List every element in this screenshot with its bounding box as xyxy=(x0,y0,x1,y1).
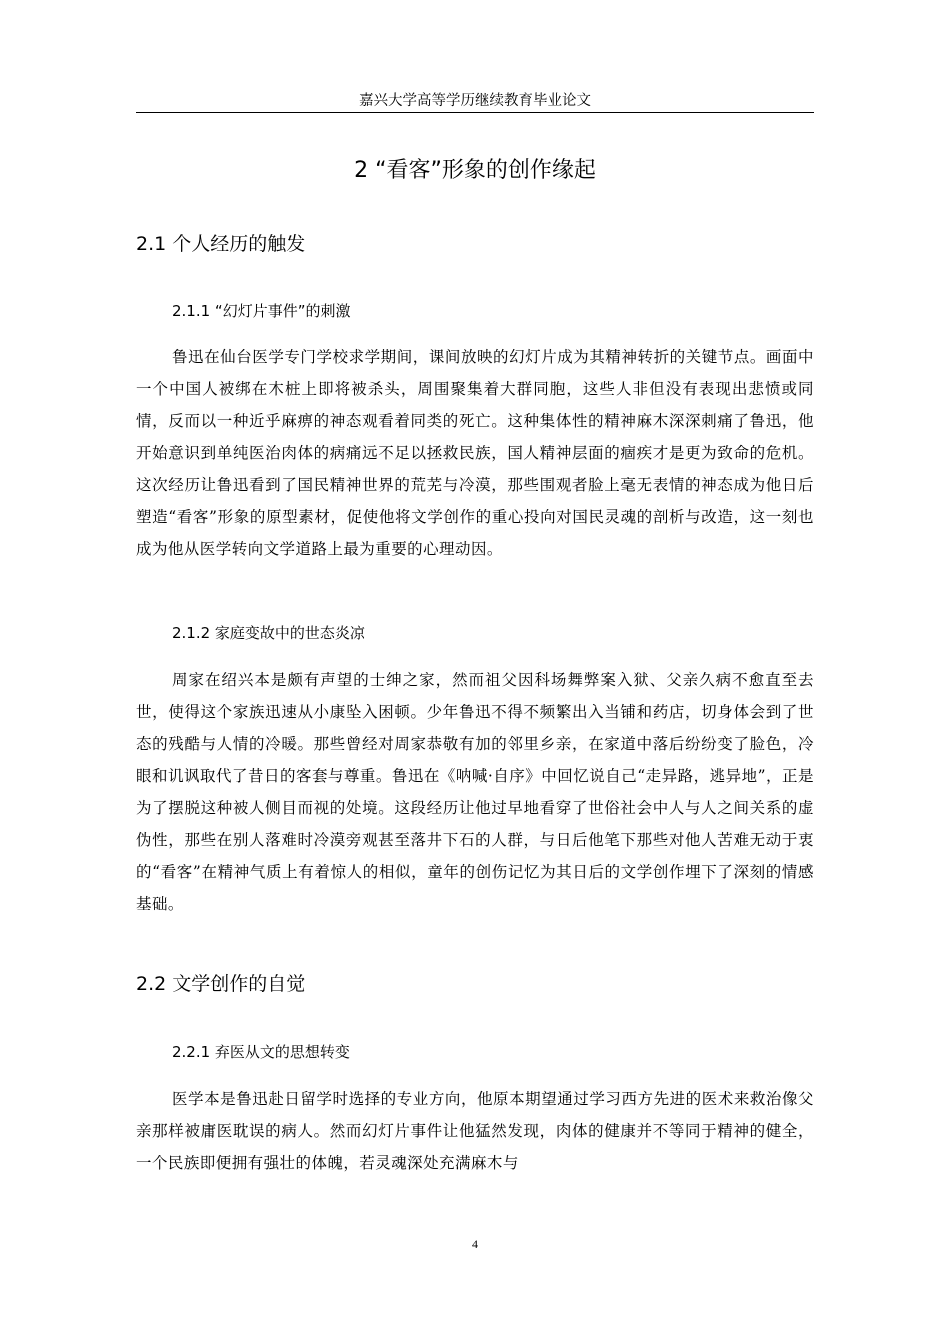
subsection-heading-2-2-1: 2.2.1 弃医从文的思想转变 xyxy=(172,1043,350,1061)
paragraph-2-2-1: 医学本是鲁迅赴日留学时选择的专业方向，他原本期望通过学习西方先进的医术来救治像父亲那样被庸医耽误的病人。然而幻灯片事件让他猛然发现，肉体的健康并不等同于精神的健全，一个民族即便拥有强壮的体魄，若灵魂深处充满麻木与 xyxy=(136,1090,814,1172)
paragraph-2-1-1: 鲁迅在仙台医学专门学校求学期间，课间放映的幻灯片成为其精神转折的关键节点。画面中一个中国人被绑在木桩上即将被杀头，周围聚集着大群同胞，这些人非但没有表现出悲愤或同情，反而以一种近乎麻痹的神态观看着同类的死亡。这种集体性的精神麻木深深刺痛了鲁迅，他开始意识到单纯医治肉体的病痛远不足以拯救民族，国人精神层面的痼疾才是更为致命的危机。这次经历让鲁迅看到了国民精神世界的荒芜与冷漠，那些围观者脸上毫无表情的神态成为他日后塑造“看客”形象的原型素材，促使他将文学创作的重心投向对国民灵魂的剖析与改造，这一刻也成为他从医学转向文学道路上最为重要的心理动因。 xyxy=(136,348,814,558)
paragraph-2-1-2: 周家在绍兴本是颇有声望的士绅之家，然而祖父因科场舞弊案入狱、父亲久病不愈直至去世，使得这个家族迅速从小康坠入困顿。少年鲁迅不得不频繁出入当铺和药店，切身体会到了世态的残酷与人情的冷暖。那些曾经对周家恭敬有加的邻里乡亲，在家道中落后纷纷变了脸色，冷眼和讥讽取代了昔日的客套与尊重。鲁迅在《呐喊·自序》中回忆说自己“走异路，逃异地”，正是为了摆脱这种被人侧目而视的处境。这段经历让他过早地看穿了世俗社会中人与人之间关系的虚伪性，那些在别人落难时冷漠旁观甚至落井下石的人群，与日后他笔下那些对他人苦难无动于衷的“看客”在精神气质上有着惊人的相似，童年的创伤记忆为其日后的文学创作埋下了深刻的情感基础。 xyxy=(136,671,814,913)
section-heading-2-1: 2.1 个人经历的触发 xyxy=(136,233,306,255)
subsection-heading-2-1-1: 2.1.1 “幻灯片事件”的刺激 xyxy=(172,302,351,320)
chapter-title: 2 “看客”形象的创作缘起 xyxy=(354,158,596,183)
page-number: 4 xyxy=(472,1237,478,1251)
running-header: 嘉兴大学高等学历继续教育毕业论文 xyxy=(359,93,591,109)
subsection-heading-2-1-2: 2.1.2 家庭变故中的世态炎凉 xyxy=(172,624,365,642)
header-rule xyxy=(136,112,814,113)
section-heading-2-2: 2.2 文学创作的自觉 xyxy=(136,973,306,995)
